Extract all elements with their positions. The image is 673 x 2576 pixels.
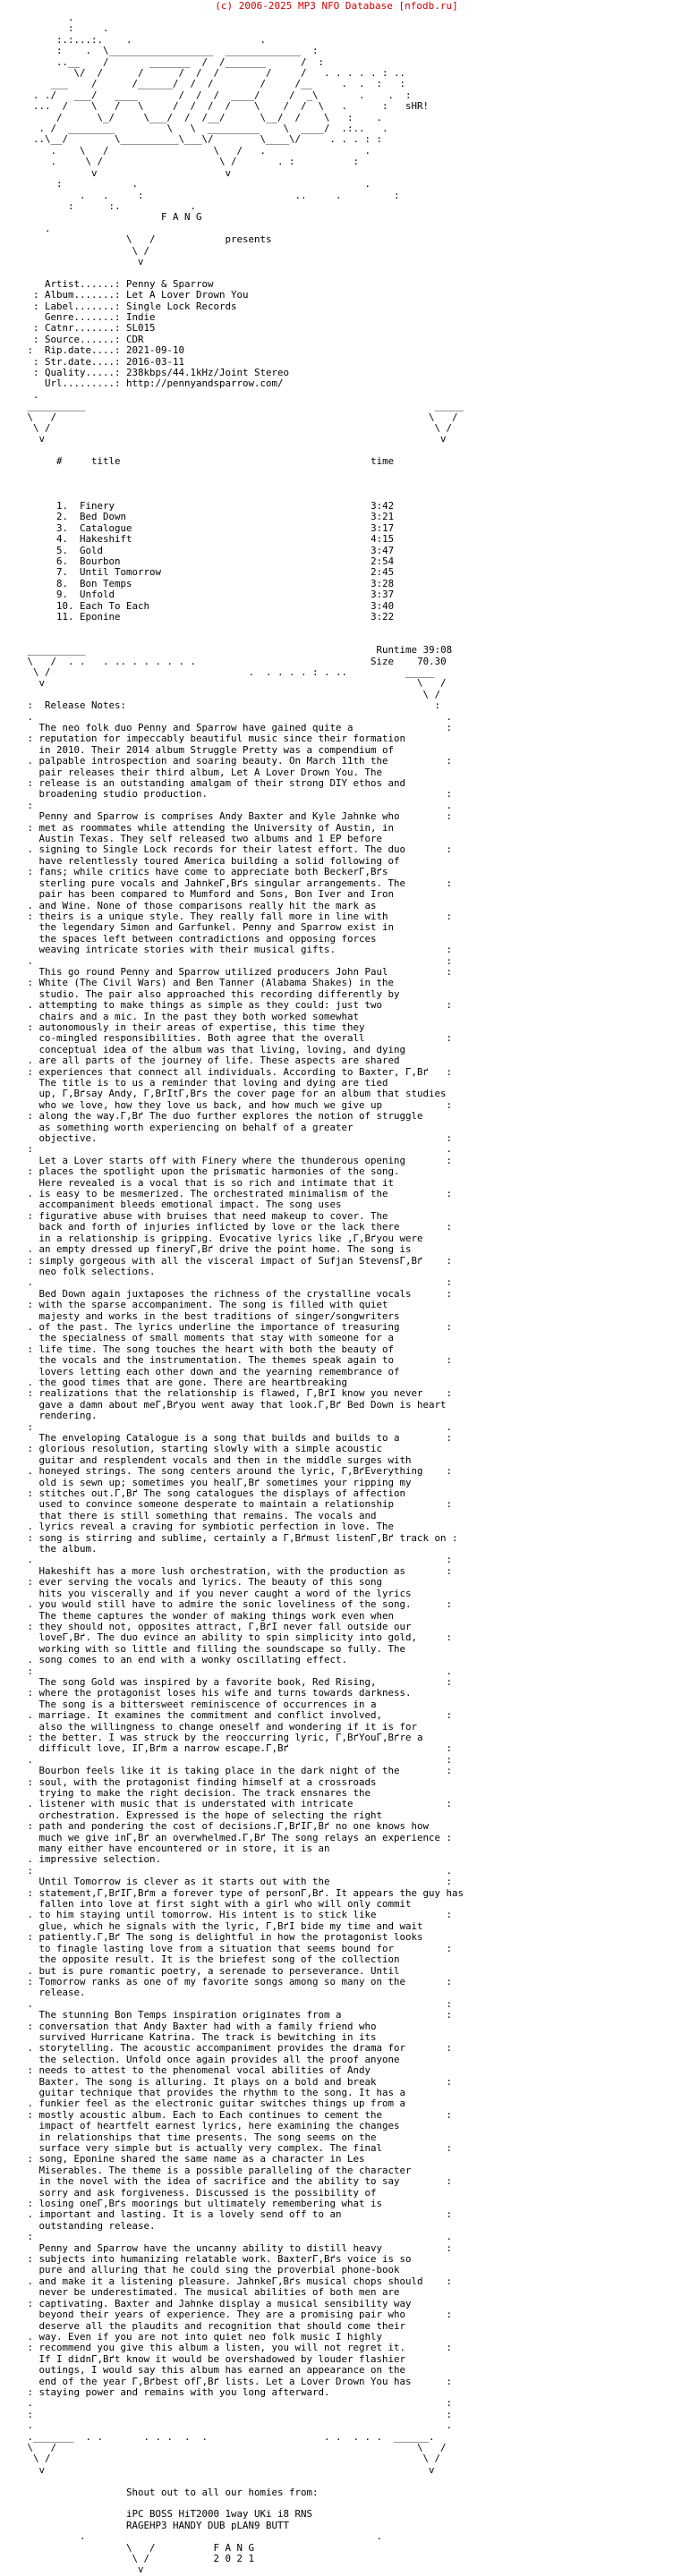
release-notes-line: the opposite result. It is the briefest song of the collection xyxy=(38,1953,400,1966)
release-notes-line: trying to make the right decision. The track ensnares the xyxy=(38,1787,371,1799)
release-notes-line: but is pure romantic poetry, a serenade to perseverance. Until xyxy=(38,1964,400,1977)
release-notes-line: sorry and ask forgiveness. Discussed is the possibility of xyxy=(38,2186,377,2199)
release-notes-line: staying power and remains with you long afterward. xyxy=(38,2385,330,2398)
release-notes-line: way. Even if you are not into quiet neo folk music I highly xyxy=(38,2330,383,2343)
release-notes-line: sterling pure vocals and JahnkeГ‚Вґs singular arrangements. The xyxy=(38,877,406,889)
track-title: Eponine xyxy=(80,610,121,623)
artist-label: Artist......: xyxy=(45,277,121,290)
release-notes-line: outings, I would say this album has earned an appearance on the xyxy=(38,2364,406,2377)
release-notes-line: guitar and resplendent vocals and then in the middle surges with xyxy=(38,1453,412,1466)
release-notes-line: Baxter. The song is alluring. It plays on a bold and break xyxy=(38,2075,377,2088)
release-notes-line: to him staying until tomorrow. His intent is to stick like xyxy=(38,1909,377,1921)
track-title: Unfold xyxy=(80,589,115,601)
release-notes-line: Tomorrow ranks as one of my favorite songs among so many on the xyxy=(38,1975,406,1987)
track-number: 11. xyxy=(56,610,74,623)
release-notes-line: Bed Down again juxtaposes the richness of the crystalline vocals xyxy=(38,1287,412,1300)
release-notes-line: Until Tomorrow is clever as it starts out with the xyxy=(38,1876,330,1888)
release-notes-line: guitar technique that provides the rhythm to the song. It has a xyxy=(38,2086,406,2098)
track-time: 3:28 xyxy=(371,577,395,589)
release-notes-line: Miserables. The theme is a possible paralleling of the character xyxy=(38,2164,412,2176)
track-title: Finery xyxy=(80,499,115,512)
release-notes-line: White (The Civil Wars) and Ben Tanner (Alabama Shakes) in the xyxy=(38,977,395,989)
release-notes-line: fallen into love at first sight with a girl who will only commit xyxy=(38,1898,412,1911)
presents-label: presents xyxy=(225,233,272,246)
release-notes-line: they should not, opposites attract, Г‚ВґI never fall outside our xyxy=(38,1620,412,1632)
track-title: Bourbon xyxy=(80,555,121,567)
track-title: Each To Each xyxy=(80,599,150,612)
release-notes-line: Hakeshift has a more lush orchestration, with the production as xyxy=(38,1564,406,1577)
col-num: # xyxy=(56,455,63,468)
release-notes-line: and make it a listening pleasure. JahnkeГ‚Вґs musical chops should xyxy=(38,2275,423,2287)
genre-label: Genre.......: xyxy=(45,310,121,323)
track-number: 5. xyxy=(56,544,69,556)
release-notes-line: mostly acoustic album. Each to Each continues to cement the xyxy=(38,2108,383,2121)
release-notes-line: signing to Single Lock records for their latest effort. The duo xyxy=(38,843,406,856)
release-notes-line: the good times that are gone. There are heartbreaking xyxy=(38,1376,348,1388)
runtime-label: Runtime xyxy=(376,644,418,657)
info-label: Single Lock Records xyxy=(126,300,237,312)
track-time: 3:21 xyxy=(371,511,395,523)
release-notes-line: funkier feel as the electronic guitar switches things up from a xyxy=(38,2097,406,2110)
release-notes-line: difficult love, IГ‚Вґm a narrow escape.Г‚Вґ xyxy=(38,1742,290,1755)
release-notes-line: loveГ‚Вґ. The duo evince an ability to spin simplicity into gold, xyxy=(38,1631,418,1644)
release-notes-line: If I didnГ‚Вґt know it would be overshadowed by louder flashier xyxy=(38,2352,406,2365)
release-notes-line: pair has been compared to Mumford and Sons, Bon Iver and Iron xyxy=(38,888,395,901)
release-notes-line: needs to attest to the phenomenal vocal abilities of Andy xyxy=(38,2064,371,2077)
track-title: Bon Temps xyxy=(80,577,132,589)
release-notes-line: where the protagonist loses his wife and turns towards darkness. xyxy=(38,1687,412,1699)
track-number: 2. xyxy=(56,511,69,523)
release-notes-line: co-mingled responsibilities. Both agree that the overall xyxy=(38,1032,365,1045)
runtime-value: 39:08 xyxy=(422,644,453,657)
release-notes-line: pure and alluring that he could sing the proverbial phone-book xyxy=(38,2264,400,2276)
footer-year: 2 0 2 1 xyxy=(213,2553,255,2565)
release-notes-line: life time. The song touches the heart with both the beauty of xyxy=(38,1343,395,1355)
release-notes-line: captivating. Baxter and Jahnke display a musical sensibility way xyxy=(38,2297,412,2309)
release-notes-line: the specialness of small moments that stay with someone for a xyxy=(38,1332,395,1344)
release-notes-line: the spaces left between contradictions and opposing forces xyxy=(38,932,377,945)
release-notes-line: soul, with the protagonist finding himself at a crossroads xyxy=(38,1775,377,1788)
footer-group: F A N G xyxy=(213,2541,255,2554)
release-notes-line: that there is still something that remains. The vocals and xyxy=(38,1509,377,1521)
nfo-text: . : . :.:...:. . . : . \__________________ _____________ : ..__ / _______ / /_______ / : \/ / / / / / / / . . . . . : .. ___ / /______/ / / / /__ . . : : . ./ ___/ ____ / / / ____/ / _\ . . : ... / \ / \ / / / / \ / / \ . : sHR! / \_/ \___/ / /__/ \__/ / \ : . . / ________ \ \ _________ \ ____/ .:.. . ..\__/ \__________\___\/ \____\/ . . . : : . \ / \ / . . . \ / \ / . : : v v : . . . . : .. . : : :. . F A N G . \ / presents \ / v Artist......: Penny & Sparrow : Album.......: Let A Lover Drown You : Label.......: Single Lock Records Genre.......: Indie : Catnr.......: SL015 : Source......: CDR : Rip.date....: 2021-09-10 : Str.date....: 2016-03-11 : Quality.....: 238kbps/44.1kHz/Joint Stereo Url.........: http://pennyandsparrow.com/ . __________ _____ \ / \ / \ / \ / v v # title time 1. Finery 3:42 2. Bed Down 3:21 3. Catalogue 3:17 4. Hakeshift 4:15 5. Gold 3:47 6. Bourbon 2:54 7. Until Tomorrow 2:45 8. Bon Temps 3:28 9. Unfold 3:37 10. Each To Each 3:40 11. Eponine 3:22 __________ Runtime 39:08 \ / . . . .. . . . . . . Size 70.30 \ / . . . . . : . .. _____ v \ / \ / : Release Notes: : . . The neo folk duo Penny and Sparrow have gained quite a : : reputation for impeccably beautiful music since their formation in 2010. Their 2014 album Struggle Pretty was a compendium of . palpable introspection and soaring beauty. On March 11th the : pair releases their third album, Let A Lover Drown You. The : release is an outstanding amalgam of their strong DIY ethos and broadening studio production. : : . Penny and Sparrow is comprises Andy Baxter and Kyle Jahnke who : : met as roommates while attending the University of Austin, in Austin Texas. They self released two albums and 1 EP before . signing to Single Lock records for their latest effort. The duo : have relentlessly toured America building a solid following of : fans; while critics have come to appreciate both BeckerГ‚Вґs sterling pure vocals and JahnkeГ‚Вґs singular arrangements. The : pair has been compared to Mumford and Sons, Bon Iver and Iron . and Wine. None of those comparisons really hit the mark as : theirs is a unique style. They really fall more in line with : the legendary Simon and Garfunkel. Penny and Sparrow exist in the spaces left between contradictions and opposing forces weaving intricate stories with their musical gifts. : . : This go round Penny and Sparrow utilized producers John Paul : : White (The Civil Wars) and Ben Tanner (Alabama Shakes) in the studio. The pair also approached this recording differently by . attempting to make things as simple as they could: just two : chairs and a mic. In the past they both worked somewhat : autonomously in their areas of expertise, this time they co-mingled responsibilities. Both agree that the overall : conceptual idea of the album was that living, loving, and dying . are all parts of the journey of life. These aspects are shared : experiences that connect all individuals. According to Baxter, Г‚Вґ : The title is to us a reminder that loving and dying are tied up, Г‚Вґsay Andy, Г‚ВґItГ‚Вґs the cover page for an album that studies who we love, how they love us back, and how much we give up : : along the way.Г‚Вґ The duo further explores the notion of struggle as something worth experiencing on behalf of a greater objective. : : . Let a Lover starts off with Finery where the thunderous opening : : places the spotlight upon the prismatic harmonies of the song. Here revealed is a vocal that is so rich and intimate that it . is easy to be mesmerized. The orchestrated minimalism of the : accompaniment bleeds emotional impact. The song uses : figurative abuse with bruises that need makeup to cover. The back and forth of injuries inflicted by love or the lack there : in a relationship is gripping. Evocative lyrics like ,Г‚Вґyou were . an empty dressed up fineryГ‚Вґ drive the point home. The song is : simply gorgeous with all the visceral impact of Sufjan StevensГ‚Вґ : neo folk selections. . : Bed Down again juxtaposes the richness of the crystalline vocals : : with the sparse accompaniment. The song is filled with quiet majesty and works in the best traditions of singer/songwriters . of the past. The lyrics underline the importance of treasuring : the specialness of small moments that stay with someone for a : life time. The song touches the heart with both the beauty of the vocals and the instrumentation. The themes speak again to : lovers letting each other down and the yearning remembrance of . the good times that are gone. There are heartbreaking : realizations that the relationship is flawed, Г‚ВґI know you never : gave a damn about meГ‚Вґyou went away that look.Г‚Вґ Bed Down is heart rendering. : . The enveloping Catalogue is a song that builds and builds to a : : glorious resolution, starting slowly with a simple acoustic guitar and resplendent vocals and then in the middle surges with . honeyed strings. The song centers around the lyric, Г‚ВґEverything : old is sewn up; sometimes you healГ‚Вґ sometimes your ripping my : stitches out.Г‚Вґ The song catalogues the displays of affection used to convince someone desperate to maintain a relationship : that there is still something that remains. The vocals and . lyrics reveal a craving for symbiotic perfection in love. The : song is stirring and sublime, certainly a Г‚Вґmust listenГ‚Вґ track on : the album. . : Hakeshift has a more lush orchestration, with the production as : : ever serving the vocals and lyrics. The beauty of this song hits you viscerally and if you never caught a word of the lyrics . you would still have to admire the sonic loveliness of the song. : The theme captures the wonder of making things work even when : they should not, opposites attract, Г‚ВґI never fall outside our loveГ‚Вґ. The duo evince an ability to spin simplicity into gold, : working with so little and filling the soundscape so fully. The . song comes to an end with a wonky oscillating effect. : . The song Gold was inspired by a favorite book, Red Rising, : : where the protagonist loses his wife and turns towards darkness. The song is a bittersweet reminiscence of occurrences in a . marriage. It examines the commitment and conflict involved, : also the willingness to change oneself and wondering if it is for : the better. I was struck by the reoccurring lyric, Г‚ВґYouГ‚Вґre a difficult love, IГ‚Вґm a narrow escape.Г‚Вґ : . : Bourbon feels like it is taking place in the dark night of the : : soul, with the protagonist finding himself at a crossroads trying to make the right decision. The track ensnares the . listener with music that is understated with intricate : orchestration. Expressed is the hope of selecting the right : path and pondering the cost of decisions.Г‚ВґIГ‚Вґ no one knows how much we give inГ‚Вґ an overwhelmed.Г‚Вґ The song relays an experience : many either have encountered or in store, it is an . impressive selection. : . Until Tomorrow is clever as it starts out with the : : statement,Г‚ВґIГ‚Вґm a forever type of personГ‚Вґ. It appears the guy has fallen into love at first sight with a girl who will only commit . to him staying until tomorrow. His intent is to stick like : glue, which he signals with the lyric, Г‚ВґI bide my time and wait : patiently.Г‚Вґ The song is delightful in how the protagonist looks to finagle lasting love from a situation that seems bound for : the opposite result. It is the briefest song of the collection . but is pure romantic poetry, a serenade to perseverance. Until : Tomorrow ranks as one of my favorite songs among so many on the : release. . : The stunning Bon Temps inspiration originates from a : : conversation that Andy Baxter had with a family friend who survived Hurricane Katrina. The track is bewitching in its . storytelling. The acoustic accompaniment provides the drama for : the selection. Unfold once again provides all the proof anyone : needs to attest to the phenomenal vocal abilities of Andy Baxter. The song is alluring. It plays on a bold and break : guitar technique that provides the rhythm to the song. It has a . funkier feel as the electronic guitar switches things up from a : mostly acoustic album. Each to Each continues to cement the : impact of heartfelt earnest lyrics, here examining the changes in relationships that time presents. The song seems on the surface very simple but is actually very complex. The final : : song, Eponine shared the same name as a character in Les Miserables. The theme is a possible paralleling of the character in the novel with the idea of sacrifice and the ability to say : sorry and ask forgiveness. Discussed is the possibility of : losing oneГ‚Вґs moorings but ultimately remembering what is . important and lasting. It is a lovely send off to an : outstanding release. : . Penny and Sparrow have the uncanny ability to distill heavy : : subjects into humanizing relatable work. BaxterГ‚Вґs voice is so pure and alluring that he could sing the proverbial phone-book . and make it a listening pleasure. JahnkeГ‚Вґs musical chops should : never be underestimated. The musical abilities of both men are : captivating. Baxter and Jahnke display a musical sensibility way beyond their years of experience. They are a promising pair who : deserve all the plaudits and recognition that should come their . way. Even if you are not into quiet neo folk music I highly : recommend you give this album a listen, you will not regret it. : If I didnГ‚Вґt know it would be overshadowed by louder flashier outings, I would say this album has earned an appearance on the end of the year Г‚Вґbest ofГ‚Вґ lists. Let a Lover Drown You has : : staying power and remains with you long afterward. . : : : . . ._______ . . . . . . . . . . . . ______. \ / \ / \ / \ / v v Shout out to all our homies from: iPC BOSS HiT2000 1way UKi i8 RNS RAGEHP3 HANDY DUB pLAN9 BUTT . . \ / F A N G \ / 2 0 2 1 v xyxy=(21,12,464,2576)
release-notes-line: along the way.Г‚Вґ The duo further explores the notion of struggle xyxy=(38,1110,423,1123)
release-notes-line: in the novel with the idea of sacrifice and the ability to say xyxy=(38,2175,400,2188)
release-notes-line: working with so little and filling the soundscape so fully. The xyxy=(38,1642,406,1655)
track-number: 7. xyxy=(56,566,69,579)
release-notes-line: weaving intricate stories with their musical gifts. xyxy=(38,944,336,956)
release-notes-line: met as roommates while attending the University of Austin, in xyxy=(38,821,395,834)
release-notes-line: subjects into humanizing relatable work. BaxterГ‚Вґs voice is so xyxy=(38,2253,412,2266)
release-notes-line: also the willingness to change oneself and wondering if it is for xyxy=(38,1720,418,1733)
release-notes-line: honeyed strings. The song centers around the lyric, Г‚ВґEverything xyxy=(38,1465,423,1478)
release-notes-line: old is sewn up; sometimes you healГ‚Вґ sometimes your ripping my xyxy=(38,1476,412,1488)
release-notes-line: hits you viscerally and if you never caught a word of the lyrics xyxy=(38,1587,412,1599)
release-notes-line: Austin Texas. They self released two albums and 1 EP before xyxy=(38,833,383,845)
release-notes-line: up, Г‚Вґsay Andy, Г‚ВґItГ‚Вґs the cover page for an album that studies xyxy=(38,1088,447,1100)
col-title: title xyxy=(91,455,121,468)
release-notes-line: as something worth experiencing on behalf of a greater xyxy=(38,1121,354,1133)
track-title: Hakeshift xyxy=(80,533,132,546)
info-ripdate: 2021-09-10 xyxy=(126,344,185,357)
release-notes-line: statement,Г‚ВґIГ‚Вґm a forever type of personГ‚Вґ. It appears the guy has xyxy=(38,1886,464,1899)
release-notes-line: theirs is a unique style. They really fall more in line with xyxy=(38,910,388,922)
release-notes-line: conversation that Andy Baxter had with a family friend who xyxy=(38,2020,377,2032)
release-notes-line: palpable introspection and soaring beauty. On March 11th the xyxy=(38,755,388,767)
release-notes-line: impact of heartfelt earnest lyrics, here examining the changes xyxy=(38,2120,400,2132)
size-label: Size xyxy=(371,655,395,667)
release-notes-line: orchestration. Expressed is the hope of selecting the right xyxy=(38,1809,383,1821)
quality-label: Quality.....: xyxy=(45,367,121,378)
source-label: Source......: xyxy=(45,333,121,345)
track-number: 1. xyxy=(56,499,69,512)
release-notes-line: the selection. Unfold once again provides all the proof anyone xyxy=(38,2053,400,2065)
release-notes-line: experiences that connect all individuals. According to Baxter, Г‚Вґ xyxy=(38,1065,430,1078)
release-notes-line: song comes to an end with a wonky oscillating effect. xyxy=(38,1654,348,1666)
release-notes-line: Penny and Sparrow have the uncanny ability to distill heavy xyxy=(38,2241,383,2254)
release-notes-line: never be underestimated. The musical abilities of both men are xyxy=(38,2286,400,2299)
info-artist: Penny & Sparrow xyxy=(126,277,214,290)
info-url: http://pennyandsparrow.com/ xyxy=(126,377,284,390)
release-notes-line: attempting to make things as simple as they could: just two xyxy=(38,999,383,1012)
info-strdate: 2016-03-11 xyxy=(126,355,185,368)
release-notes-line: ever serving the vocals and lyrics. The beauty of this song xyxy=(38,1576,383,1589)
release-notes-line: majesty and works in the best traditions of singer/songwriters xyxy=(38,1309,400,1322)
release-notes-line: to finagle lasting love from a situation that seems bound for xyxy=(38,1942,395,1954)
track-time: 3:37 xyxy=(371,589,395,601)
release-notes-line: The theme captures the wonder of making things work even when xyxy=(38,1609,395,1622)
release-notes-line: release. xyxy=(38,1987,86,1999)
release-notes-line: rendering. xyxy=(38,1410,98,1422)
release-notes-line: simply gorgeous with all the visceral impact of Sufjan StevensГ‚Вґ xyxy=(38,1254,423,1267)
release-notes-line: path and pondering the cost of decisions.Г‚ВґIГ‚Вґ no one knows how xyxy=(38,1820,430,1833)
release-notes-line: many either have encountered or in store, it is an xyxy=(38,1843,330,1855)
release-notes-line: The song Gold was inspired by a favorite book, Red Rising, xyxy=(38,1675,377,1688)
release-notes-line: the better. I was struck by the reoccurring lyric, Г‚ВґYouГ‚Вґre a xyxy=(38,1731,423,1743)
release-notes-line: broadening studio production. xyxy=(38,788,209,801)
label-label: Label.......: xyxy=(45,300,121,312)
release-notes-line: patiently.Г‚Вґ The song is delightful in how the protagonist looks xyxy=(38,1931,423,1944)
track-time: 3:47 xyxy=(371,544,395,556)
track-time: 3:40 xyxy=(371,599,395,612)
release-notes-line: lyrics reveal a craving for symbiotic perfection in love. The xyxy=(38,1521,395,1533)
release-notes-line: the album. xyxy=(38,1543,98,1555)
release-notes-line: chairs and a mic. In the past they both worked somewhat xyxy=(38,1010,360,1022)
release-notes-line: conceptual idea of the album was that living, loving, and dying xyxy=(38,1043,406,1055)
release-notes-line: The enveloping Catalogue is a song that builds and builds to a xyxy=(38,1432,400,1444)
track-time: 2:54 xyxy=(371,555,395,567)
release-notes-line: release is an outstanding amalgam of their strong DIY ethos and xyxy=(38,777,406,790)
url-label: Url.........: xyxy=(45,377,121,390)
track-time: 3:42 xyxy=(371,499,395,512)
release-notes-line: have relentlessly toured America building a solid following of xyxy=(38,854,400,867)
release-notes-line: neo folk selections. xyxy=(38,1265,156,1277)
release-notes-line: end of the year Г‚Вґbest ofГ‚Вґ lists. Let a Lover Drown You has xyxy=(38,2375,412,2387)
track-title: Gold xyxy=(80,544,104,556)
release-notes-line: reputation for impeccably beautiful music since their formation xyxy=(38,733,406,745)
release-notes-line: surface very simple but is actually very complex. The final xyxy=(38,2142,383,2154)
track-time: 3:22 xyxy=(371,610,395,623)
release-notes-line: song is stirring and sublime, certainly a Г‚Вґmust listenГ‚Вґ track on xyxy=(38,1531,447,1544)
info-quality: 238kbps/44.1kHz/Joint Stereo xyxy=(126,367,290,378)
track-number: 9. xyxy=(56,589,69,601)
strdate-label: Str.date....: xyxy=(45,355,121,368)
track-title: Until Tomorrow xyxy=(80,566,162,579)
release-notes-line: realizations that the relationship is flawed, Г‚ВґI know you never xyxy=(38,1387,423,1400)
release-notes-line: The song is a bittersweet reminiscence of occurrences in a xyxy=(38,1698,377,1710)
info-album: Let A Lover Drown You xyxy=(126,289,249,301)
album-label: Album.......: xyxy=(45,289,121,301)
release-notes-line: are all parts of the journey of life. These aspects are shared xyxy=(38,1055,400,1067)
size-value: 70.30 xyxy=(417,655,447,667)
release-notes-line: places the spotlight upon the prismatic harmonies of the song. xyxy=(38,1165,400,1178)
track-title: Catalogue xyxy=(80,521,132,534)
release-notes-line: This go round Penny and Sparrow utilized producers John Paul xyxy=(38,965,388,978)
release-notes-line: and Wine. None of those comparisons really hit the mark as xyxy=(38,899,377,911)
track-number: 6. xyxy=(56,555,69,567)
release-notes-line: deserve all the plaudits and recognition that should come their xyxy=(38,2319,406,2332)
release-notes-line: stitches out.Г‚Вґ The song catalogues the displays of affection xyxy=(38,1487,406,1500)
release-notes-line: storytelling. The acoustic accompaniment provides the drama for xyxy=(38,2042,406,2055)
release-notes-line: in 2010. Their 2014 album Struggle Pretty was a compendium of xyxy=(38,743,395,756)
release-notes-line: with the sparse accompaniment. The song is filled with quiet xyxy=(38,1299,388,1311)
col-time: time xyxy=(371,455,395,468)
shout-list-2: RAGEHP3 HANDY DUB pLAN9 BUTT xyxy=(126,2519,290,2531)
track-number: 8. xyxy=(56,577,69,589)
ripdate-label: Rip.date....: xyxy=(45,344,121,357)
release-notes-line: autonomously in their areas of expertise, this time they xyxy=(38,1021,365,1033)
release-notes-line: lovers letting each other down and the yearning remembrance of xyxy=(38,1365,400,1377)
shout-out: Shout out to all our homies from: xyxy=(126,2486,319,2498)
release-notes-line: gave a damn about meГ‚Вґyou went away that look.Г‚Вґ Bed Down is heart xyxy=(38,1398,447,1411)
release-notes-line: The title is to us a reminder that loving and dying are tied xyxy=(38,1077,388,1089)
release-notes-line: is easy to be mesmerized. The orchestrated minimalism of the xyxy=(38,1188,388,1200)
release-notes-line: important and lasting. It is a lovely send off to an xyxy=(38,2208,342,2221)
track-number: 10. xyxy=(56,599,74,612)
release-notes-line: the vocals and the instrumentation. The themes speak again to xyxy=(38,1354,395,1367)
release-notes-line: used to convince someone desperate to maintain a relationship xyxy=(38,1498,395,1511)
release-notes-line: pair releases their third album, Let A Lover Drown You. The xyxy=(38,766,383,778)
release-notes-line: of the past. The lyrics underline the importance of treasuring xyxy=(38,1320,400,1333)
release-notes-line: The stunning Bon Temps inspiration originates from a xyxy=(38,2009,342,2021)
track-number: 3. xyxy=(56,521,69,534)
release-notes-line: Here revealed is a vocal that is so rich and intimate that it xyxy=(38,1176,395,1189)
info-source: CDR xyxy=(126,333,144,345)
release-notes-line: objective. xyxy=(38,1132,98,1145)
release-notes-line: who we love, how they love us back, and how much we give up xyxy=(38,1098,383,1111)
release-notes-line: impressive selection. xyxy=(38,1853,162,1866)
track-title: Bed Down xyxy=(80,511,127,523)
release-notes-line: The neo folk duo Penny and Sparrow have gained quite a xyxy=(38,722,354,733)
release-notes-line: recommend you give this album a listen, you will not regret it. xyxy=(38,2342,406,2354)
release-notes-line: an empty dressed up fineryГ‚Вґ drive the point home. The song is xyxy=(38,1243,412,1256)
group-name: F A N G xyxy=(161,211,202,224)
info-genre: Indie xyxy=(126,310,156,323)
shout-list-1: iPC BOSS HiT2000 1way UKi i8 RNS xyxy=(126,2508,313,2521)
release-notes-line: song, Eponine shared the same name as a character in Les xyxy=(38,2153,365,2165)
track-time: 2:45 xyxy=(371,566,395,579)
release-notes-line: listener with music that is understated with intricate xyxy=(38,1798,354,1810)
catnr-label: Catnr.......: xyxy=(45,322,121,335)
release-notes-line: glue, which he signals with the lyric, Г‚ВґI bide my time and wait xyxy=(38,1919,423,1932)
release-notes-line: losing oneГ‚Вґs moorings but ultimately remembering what is xyxy=(38,2198,383,2210)
release-notes-line: marriage. It examines the commitment and conflict involved, xyxy=(38,1709,383,1722)
release-notes-line: figurative abuse with bruises that need makeup to cover. The xyxy=(38,1209,388,1222)
info-catnr: SL015 xyxy=(126,322,156,335)
track-time: 3:17 xyxy=(371,521,395,534)
release-notes-line: studio. The pair also approached this recording differently by xyxy=(38,987,400,1000)
release-notes-line: Bourbon feels like it is taking place in the dark night of the xyxy=(38,1765,400,1777)
release-notes-line: Let a Lover starts off with Finery where the thunderous opening xyxy=(38,1154,406,1166)
release-notes-heading: Release Notes: xyxy=(45,699,127,712)
track-time: 4:15 xyxy=(371,533,395,546)
release-notes-line: in a relationship is gripping. Evocative lyrics like ,Г‚Вґyou were xyxy=(38,1232,423,1244)
release-notes-line: Penny and Sparrow is comprises Andy Baxter and Kyle Jahnke who xyxy=(38,810,400,823)
release-notes-line: much we give inГ‚Вґ an overwhelmed.Г‚Вґ The song relays an experience xyxy=(38,1831,441,1843)
release-notes-line: fans; while critics have come to appreciate both BeckerГ‚Вґs xyxy=(38,866,388,878)
source-banner: (c) 2006-2025 MP3 NFO Database [nfodb.ru] xyxy=(215,0,458,12)
track-number: 4. xyxy=(56,533,69,546)
release-notes-line: beyond their years of experience. They are a promising pair who xyxy=(38,2309,406,2321)
release-notes-line: the legendary Simon and Garfunkel. Penny and Sparrow exist in xyxy=(38,921,395,934)
release-notes-line: survived Hurricane Katrina. The track is bewitching in its xyxy=(38,2030,377,2043)
release-notes-line: accompaniment bleeds emotional impact. The song uses xyxy=(38,1199,342,1211)
release-notes-line: back and forth of injuries inflicted by love or the lack there xyxy=(38,1221,400,1233)
release-notes-line: you would still have to admire the sonic loveliness of the song. xyxy=(38,1598,412,1611)
release-notes-line: outstanding release. xyxy=(38,2219,156,2232)
release-notes-line: glorious resolution, starting slowly with a simple acoustic xyxy=(38,1443,383,1455)
release-notes-line: in relationships that time presents. The song seems on the xyxy=(38,2131,377,2143)
